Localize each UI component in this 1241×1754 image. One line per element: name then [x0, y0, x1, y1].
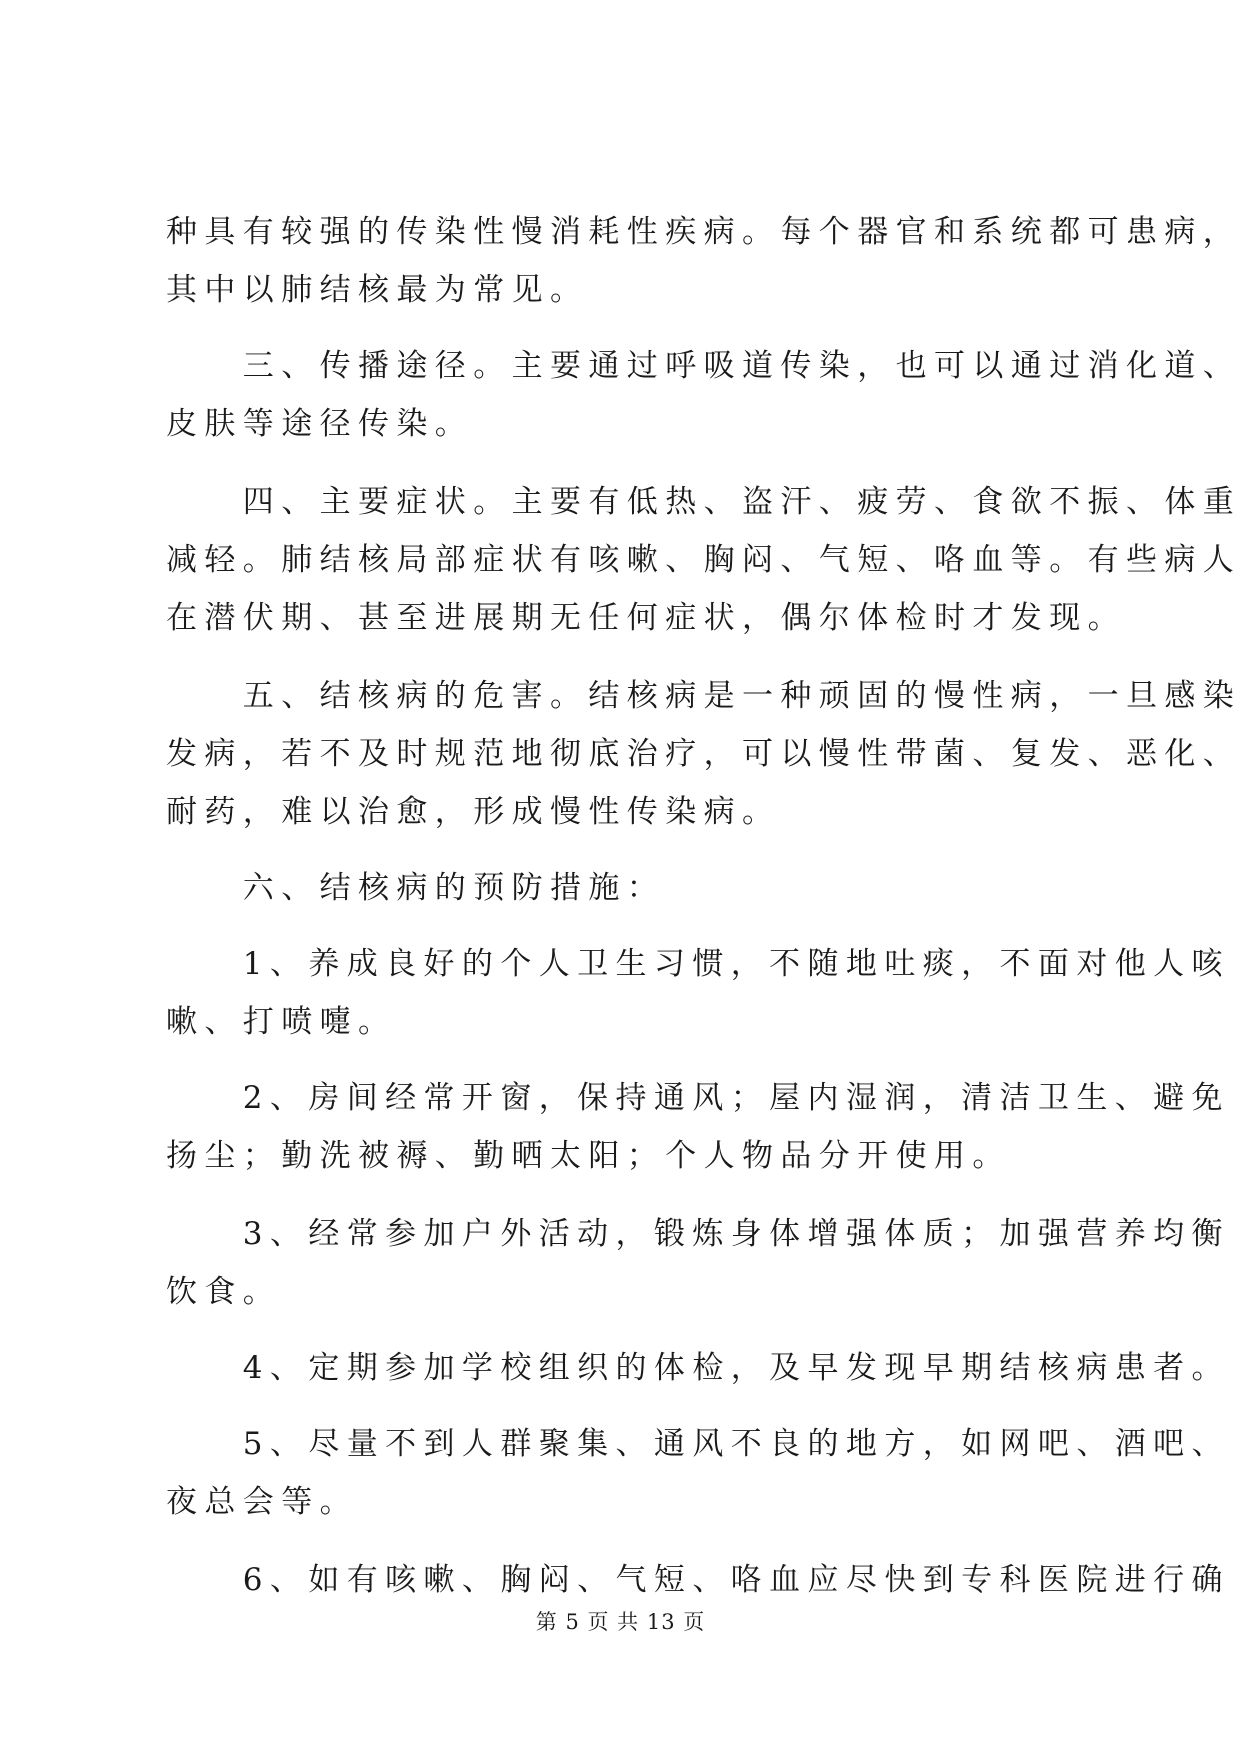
text-line: 嗽、打喷嚏。 [166, 1004, 397, 1040]
text-line: 六、结核病的预防措施： [166, 870, 666, 906]
text-line: 四、主要症状。主要有低热、盗汗、疲劳、食欲不振、体重 [166, 484, 1241, 520]
text-line: 五、结核病的危害。结核病是一种顽固的慢性病，一旦感染 [166, 678, 1241, 714]
text-line: 1、养成良好的个人卫生习惯，不随地吐痰，不面对他人咳 [166, 946, 1230, 982]
text-line: 在潜伏期、甚至进展期无任何症状，偶尔体检时才发现。 [166, 600, 1126, 636]
text-line: 三、传播途径。主要通过呼吸道传染，也可以通过消化道、 [166, 348, 1241, 384]
text-line: 4、定期参加学校组织的体检，及早发现早期结核病患者。 [166, 1350, 1230, 1386]
text-line: 皮肤等途径传染。 [166, 406, 474, 442]
text-line: 5、尽量不到人群聚集、通风不良的地方，如网吧、酒吧、 [166, 1426, 1230, 1462]
text-line: 发病，若不及时规范地彻底治疗，可以慢性带菌、复发、恶化、 [166, 736, 1241, 772]
text-line: 耐药，难以治愈，形成慢性传染病。 [166, 794, 781, 830]
text-line: 3、经常参加户外活动，锻炼身体增强体质；加强营养均衡 [166, 1216, 1230, 1252]
text-line: 种具有较强的传染性慢消耗性疾病。每个器官和系统都可患病， [166, 214, 1241, 250]
text-line: 饮食。 [166, 1274, 282, 1310]
text-line: 2、房间经常开窗，保持通风；屋内湿润，清洁卫生、避免 [166, 1080, 1230, 1116]
text-line: 夜总会等。 [166, 1484, 358, 1520]
text-line: 其中以肺结核最为常见。 [166, 272, 589, 308]
text-line: 减轻。肺结核局部症状有咳嗽、胸闷、气短、咯血等。有些病人 [166, 542, 1241, 578]
text-line: 6、如有咳嗽、胸闷、气短、咯血应尽快到专科医院进行确 [166, 1562, 1230, 1598]
page-number-footer: 第 5 页 共 13 页 [535, 1610, 706, 1634]
text-line: 扬尘；勤洗被褥、勤晒太阳；个人物品分开使用。 [166, 1138, 1011, 1174]
